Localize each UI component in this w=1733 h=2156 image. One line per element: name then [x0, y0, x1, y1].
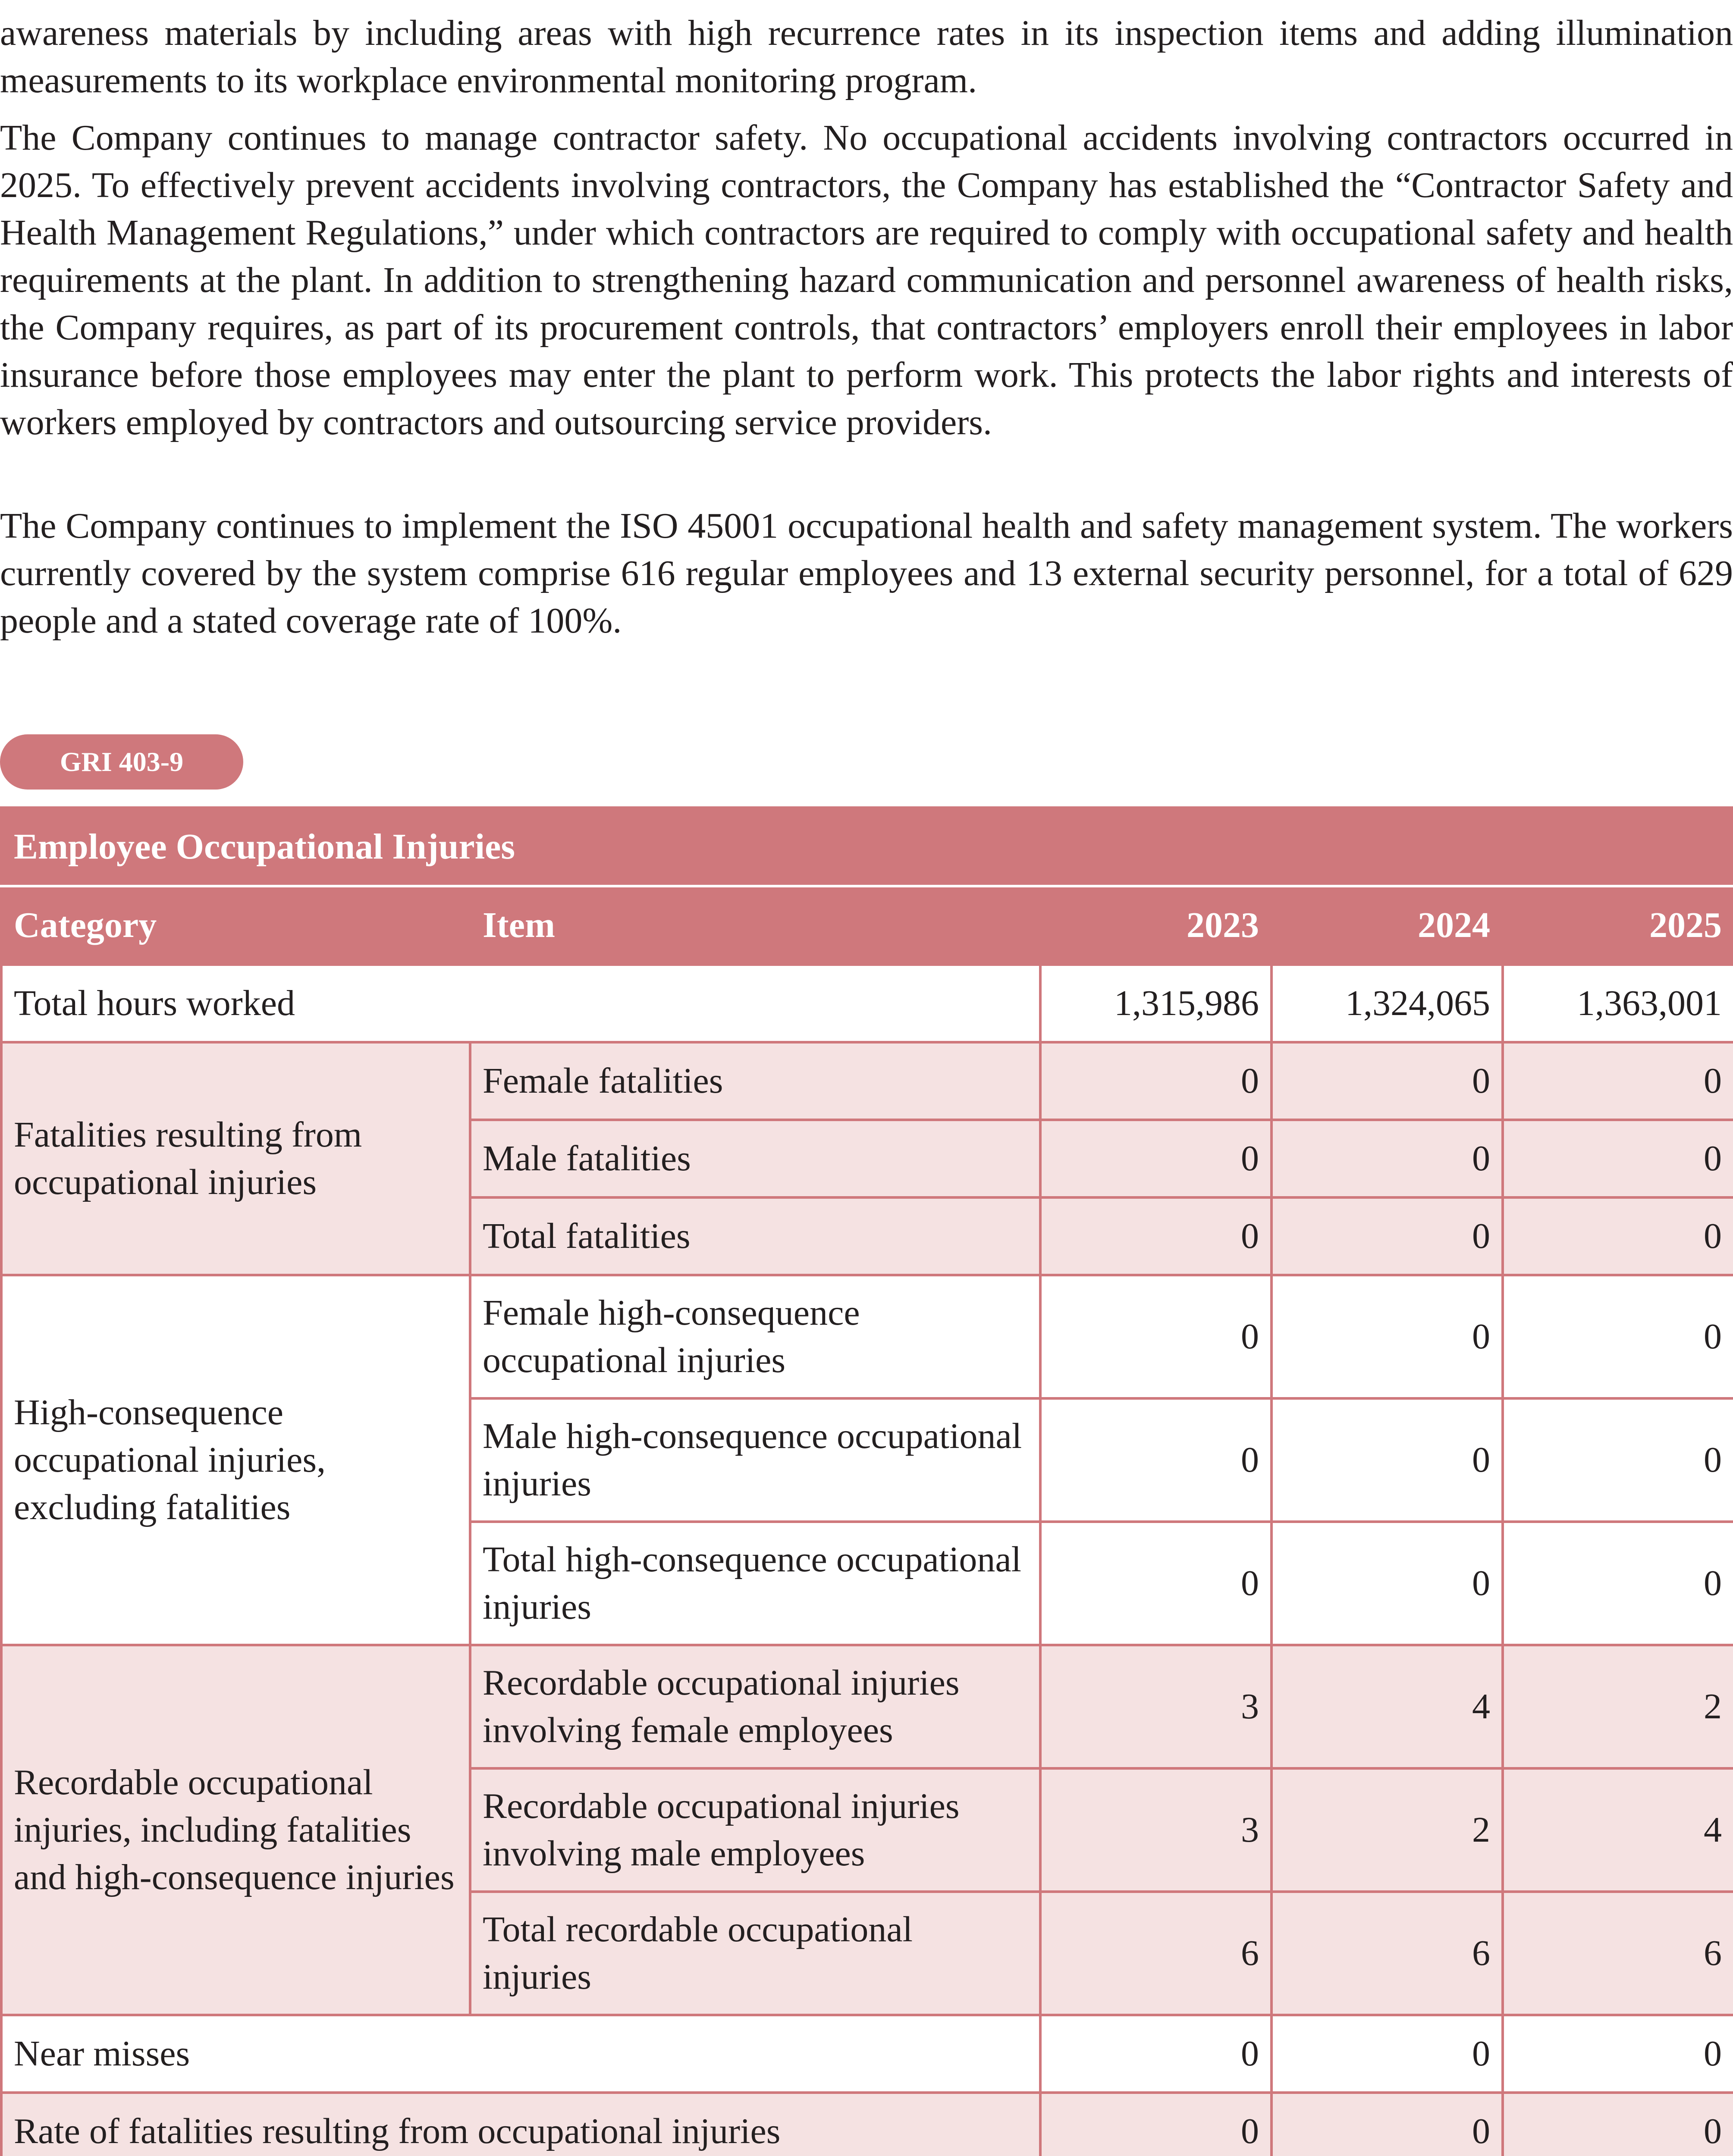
- cell-2023: 3: [1040, 1768, 1271, 1892]
- cell-2025: 0: [1503, 1275, 1733, 1398]
- header-2023: 2023: [1040, 886, 1271, 965]
- row-item: Recordable occupational injuries involving male employees: [470, 1768, 1040, 1892]
- row-item: Recordable occupational injuries involving female employees: [470, 1645, 1040, 1768]
- cell-2023: 0: [1040, 1197, 1271, 1275]
- table-title: Employee Occupational Injuries: [1, 808, 1733, 886]
- row-label: Near misses: [1, 2015, 1040, 2093]
- row-label: Total hours worked: [1, 965, 1040, 1042]
- iso-45001-paragraph: The Company continues to implement the ISO 45001 occupational health and safety management system. The workers currently covered by the system comprise 616 regular employees and 13 external security personnel, for a total of 629 people and a stated coverage rate of 100%.: [0, 506, 1733, 641]
- table-row: [1, 2015, 1733, 2093]
- cell-2025: 0: [1503, 1120, 1733, 1197]
- cell-2025: 2: [1503, 1645, 1733, 1768]
- cell-2023: 6: [1040, 1892, 1271, 2015]
- cell-2023: 0: [1040, 1120, 1271, 1197]
- cell-2023: 0: [1040, 1522, 1271, 1645]
- table-row: [1, 1275, 1733, 1398]
- cell-2025: 0: [1503, 1522, 1733, 1645]
- row-item: Female fatalities: [470, 1042, 1040, 1120]
- cell-2025: 0: [1503, 1042, 1733, 1120]
- cell-2025: 4: [1503, 1768, 1733, 1892]
- category-recordable: Recordable occupational injuries, including fatalities and high-consequence injuries: [1, 1645, 470, 2015]
- header-item: Item: [470, 886, 1040, 965]
- gri-badge: GRI 403-9: [0, 734, 243, 790]
- table-row: [1, 2093, 1733, 2156]
- cell-2025: 0: [1503, 1398, 1733, 1522]
- cell-2023: 0: [1040, 1042, 1271, 1120]
- cell-2025: 0: [1503, 2015, 1733, 2093]
- intro-paragraph: awareness materials by including areas with high recurrence rates in its inspection items and adding illumination measurements to its workplace environmental monitoring program.: [0, 13, 1733, 100]
- cell-2023: 0: [1040, 1275, 1271, 1398]
- cell-2023: 0: [1040, 2093, 1271, 2156]
- table-row: [1, 1645, 1733, 1768]
- category-high-consequence: High-consequence occupational injuries, excluding fatalities: [1, 1275, 470, 1645]
- cell-2024: 0: [1271, 1522, 1503, 1645]
- cell-2024: 0: [1271, 2015, 1503, 2093]
- cell-2024: 2: [1271, 1768, 1503, 1892]
- cell-2024: 0: [1271, 1120, 1503, 1197]
- cell-2025: 0: [1503, 2093, 1733, 2156]
- cell-2025: 1,363,001: [1503, 965, 1733, 1042]
- header-category: Category: [1, 886, 470, 965]
- category-fatalities: Fatalities resulting from occupational injuries: [1, 1042, 470, 1275]
- row-item: Total fatalities: [470, 1197, 1040, 1275]
- cell-2024: 6: [1271, 1892, 1503, 2015]
- row-item: Total recordable occupational injuries: [470, 1892, 1040, 2015]
- cell-2023: 0: [1040, 2015, 1271, 2093]
- row-item: Total high-consequence occupational injuries: [470, 1522, 1040, 1645]
- cell-2023: 1,315,986: [1040, 965, 1271, 1042]
- cell-2024: 0: [1271, 1197, 1503, 1275]
- cell-2024: 0: [1271, 1398, 1503, 1522]
- cell-2024: 0: [1271, 1275, 1503, 1398]
- cell-2024: 0: [1271, 1042, 1503, 1120]
- row-item: Male high-consequence occupational injuries: [470, 1398, 1040, 1522]
- cell-2024: 1,324,065: [1271, 965, 1503, 1042]
- header-2024: 2024: [1271, 886, 1503, 965]
- table-row: [1, 965, 1733, 1042]
- cell-2025: 6: [1503, 1892, 1733, 2015]
- contractor-safety-paragraph: The Company continues to manage contractor safety. No occupational accidents involving contractors occurred in 2025. To effectively prevent accidents involving contractors, the Company has established the “Contractor Safety and Health Management Regulations,” under which contractors are required to comply with occupational safety and health requirements at the plant. In addition to strengthening hazard communication and personnel awareness of health risks, the Company requires, as part of its procurement controls, that contractors’ employers enroll their employees in labor insurance before those employees may enter the plant to perform work. This protects the labor rights and interests of workers employed by contractors and outsourcing service providers.: [0, 118, 1733, 442]
- cell-2024: 0: [1271, 2093, 1503, 2156]
- occupational-injuries-table: [0, 806, 1733, 2156]
- cell-2025: 0: [1503, 1197, 1733, 1275]
- row-item: Male fatalities: [470, 1120, 1040, 1197]
- row-label: Rate of fatalities resulting from occupational injuries: [1, 2093, 1040, 2156]
- cell-2023: 3: [1040, 1645, 1271, 1768]
- header-2025: 2025: [1503, 886, 1733, 965]
- row-item: Female high-consequence occupational injuries: [470, 1275, 1040, 1398]
- cell-2024: 4: [1271, 1645, 1503, 1768]
- cell-2023: 0: [1040, 1398, 1271, 1522]
- table-row: [1, 1042, 1733, 1120]
